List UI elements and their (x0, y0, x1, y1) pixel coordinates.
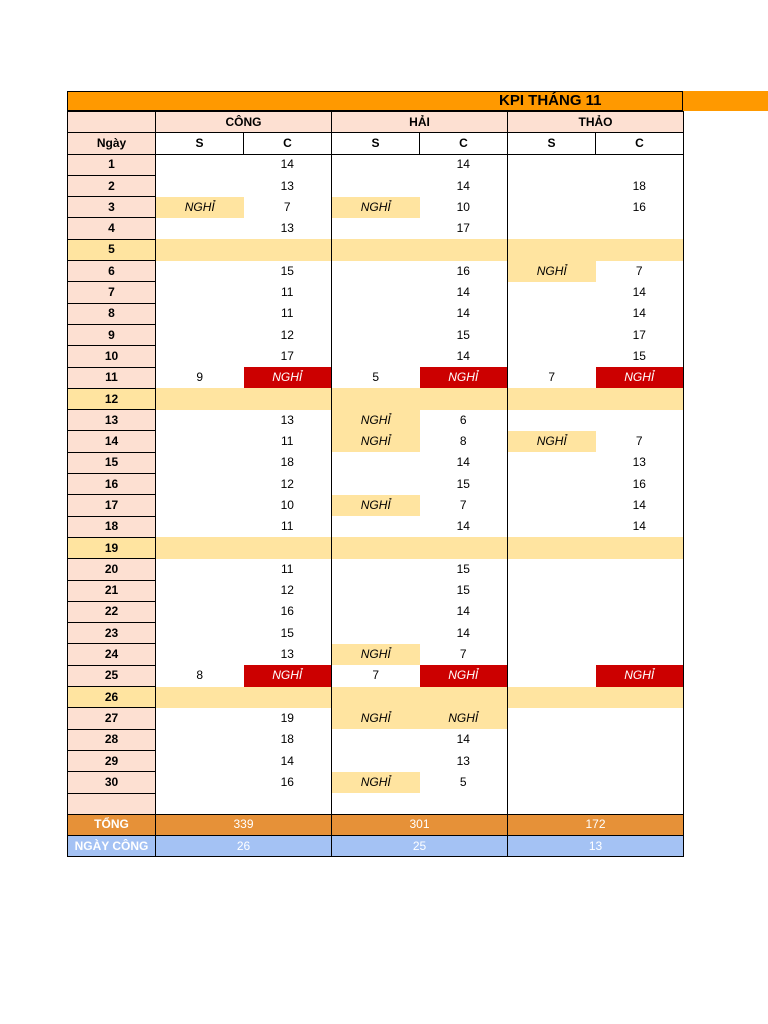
shift-c-cell: 17 (420, 218, 508, 239)
shift-s-cell (156, 601, 244, 622)
person-header-cong: CÔNG (156, 112, 332, 133)
table-row (68, 750, 684, 771)
shift-s-cell (332, 282, 420, 303)
shift-s-cell (332, 175, 420, 196)
shift-s-cell (332, 154, 420, 175)
shift-c-cell: NGHỈ (420, 367, 508, 388)
shift-s-cell (332, 452, 420, 473)
shift-c-cell: 14 (420, 154, 508, 175)
shift-s-cell (156, 282, 244, 303)
shift-c-cell: 16 (420, 261, 508, 282)
shift-s-cell (332, 793, 420, 814)
shift-s-cell: 9 (156, 367, 244, 388)
kpi-table (67, 111, 684, 857)
table-row (68, 261, 684, 282)
shift-c-cell: 7 (244, 197, 332, 218)
shift-c-cell: 14 (420, 729, 508, 750)
shift-s-cell: NGHỈ (332, 644, 420, 665)
shift-header-c: C (420, 133, 508, 154)
table-row (68, 175, 684, 196)
shift-s-cell: NGHỈ (332, 708, 420, 729)
shift-s-cell (332, 559, 420, 580)
shift-c-cell: 16 (596, 474, 684, 495)
shift-s-cell (508, 324, 596, 345)
shift-s-cell (508, 303, 596, 324)
table-row (68, 687, 684, 708)
shift-c-cell: 11 (244, 516, 332, 537)
shift-s-cell (156, 750, 244, 771)
shift-c-cell (420, 239, 508, 260)
shift-c-cell: 14 (420, 601, 508, 622)
shift-c-cell: 12 (244, 324, 332, 345)
table-row (68, 367, 684, 388)
table-row (68, 410, 684, 431)
day-cell: 13 (68, 410, 156, 431)
shift-s-cell (156, 772, 244, 793)
shift-s-cell (156, 559, 244, 580)
shift-s-cell (156, 388, 244, 409)
shift-c-cell: 10 (244, 495, 332, 516)
day-cell: 2 (68, 175, 156, 196)
day-cell: 9 (68, 324, 156, 345)
shift-c-cell (596, 708, 684, 729)
shift-c-cell: 15 (420, 324, 508, 345)
shift-c-cell (596, 750, 684, 771)
table-row (68, 388, 684, 409)
shift-s-cell (508, 644, 596, 665)
title-bar-extension (683, 91, 768, 111)
shift-s-cell: NGHỈ (332, 410, 420, 431)
day-cell: 18 (68, 516, 156, 537)
day-cell: 10 (68, 346, 156, 367)
shift-c-cell (596, 644, 684, 665)
day-cell: 30 (68, 772, 156, 793)
workdays-row-label: NGÀY CÔNG (68, 836, 156, 857)
workdays-row (68, 836, 684, 857)
shift-s-cell (508, 495, 596, 516)
table-row (68, 665, 684, 686)
table-row (68, 282, 684, 303)
day-cell: 23 (68, 623, 156, 644)
day-cell: 6 (68, 261, 156, 282)
day-cell: 28 (68, 729, 156, 750)
table-row (68, 772, 684, 793)
day-cell (68, 793, 156, 814)
day-cell: 5 (68, 239, 156, 260)
shift-c-cell (420, 793, 508, 814)
shift-s-cell (508, 750, 596, 771)
shift-s-cell (156, 218, 244, 239)
shift-c-cell: 14 (420, 452, 508, 473)
shift-s-cell (156, 644, 244, 665)
shift-c-cell: 14 (420, 303, 508, 324)
shift-c-cell: 19 (244, 708, 332, 729)
shift-c-cell: NGHỈ (244, 367, 332, 388)
shift-c-cell: 14 (420, 346, 508, 367)
shift-s-cell (332, 261, 420, 282)
shift-s-cell: NGHỈ (332, 431, 420, 452)
shift-s-cell (508, 175, 596, 196)
shift-s-cell (156, 537, 244, 558)
shift-header-row (68, 133, 684, 154)
shift-c-cell (596, 559, 684, 580)
day-cell: 17 (68, 495, 156, 516)
shift-c-cell (596, 239, 684, 260)
shift-s-cell (508, 452, 596, 473)
day-cell: 19 (68, 537, 156, 558)
shift-s-cell (156, 324, 244, 345)
shift-s-cell (508, 197, 596, 218)
shift-c-cell: 14 (596, 516, 684, 537)
shift-c-cell (244, 537, 332, 558)
shift-c-cell: 7 (420, 644, 508, 665)
total-row-value: 339 (156, 814, 332, 835)
shift-s-cell: 7 (332, 665, 420, 686)
shift-c-cell (596, 623, 684, 644)
table-row (68, 516, 684, 537)
day-cell: 24 (68, 644, 156, 665)
shift-s-cell (508, 537, 596, 558)
shift-c-cell: 7 (420, 495, 508, 516)
shift-s-cell (508, 346, 596, 367)
shift-c-cell (596, 218, 684, 239)
shift-s-cell (156, 793, 244, 814)
table-row (68, 580, 684, 601)
shift-c-cell: 18 (244, 452, 332, 473)
table-row (68, 452, 684, 473)
shift-c-cell: NGHỈ (596, 665, 684, 686)
shift-c-cell (596, 793, 684, 814)
shift-s-cell (156, 623, 244, 644)
shift-s-cell (156, 410, 244, 431)
shift-c-cell: 13 (596, 452, 684, 473)
shift-c-cell: NGHỈ (420, 708, 508, 729)
shift-c-cell: 13 (244, 410, 332, 431)
day-cell: 12 (68, 388, 156, 409)
total-row-value: 172 (508, 814, 684, 835)
title-bar (67, 91, 768, 111)
shift-header-s: S (156, 133, 244, 154)
shift-s-cell (508, 601, 596, 622)
shift-s-cell (332, 239, 420, 260)
shift-c-cell (596, 410, 684, 431)
shift-s-cell (332, 687, 420, 708)
table-row (68, 346, 684, 367)
person-header-hai: HẢI (332, 112, 508, 133)
shift-c-cell (244, 388, 332, 409)
shift-c-cell (596, 388, 684, 409)
shift-c-cell (596, 687, 684, 708)
table-row (68, 324, 684, 345)
shift-c-cell: NGHỈ (420, 665, 508, 686)
shift-s-cell (156, 708, 244, 729)
shift-s-cell (508, 793, 596, 814)
shift-s-cell (508, 474, 596, 495)
table-row (68, 474, 684, 495)
table-row (68, 623, 684, 644)
day-cell: 1 (68, 154, 156, 175)
shift-s-cell (508, 687, 596, 708)
shift-s-cell (332, 580, 420, 601)
day-cell: 3 (68, 197, 156, 218)
workdays-row-value: 25 (332, 836, 508, 857)
shift-c-cell (420, 537, 508, 558)
shift-c-cell: 14 (420, 175, 508, 196)
sheet-title: KPI THÁNG 11 (499, 92, 602, 109)
shift-c-cell: 13 (244, 218, 332, 239)
shift-c-cell: 15 (420, 474, 508, 495)
shift-c-cell: 13 (244, 644, 332, 665)
shift-s-cell: 7 (508, 367, 596, 388)
shift-s-cell (332, 474, 420, 495)
shift-c-cell: 11 (244, 431, 332, 452)
shift-c-cell (596, 601, 684, 622)
day-cell: 29 (68, 750, 156, 771)
day-cell: 8 (68, 303, 156, 324)
shift-s-cell (332, 218, 420, 239)
shift-c-cell: 15 (244, 261, 332, 282)
shift-c-cell: 15 (244, 623, 332, 644)
shift-c-cell (420, 388, 508, 409)
table-row (68, 729, 684, 750)
shift-s-cell: 8 (156, 665, 244, 686)
shift-s-cell: NGHỈ (332, 772, 420, 793)
shift-s-cell: NGHỈ (508, 261, 596, 282)
table-row (68, 495, 684, 516)
person-header-thao: THẢO (508, 112, 684, 133)
day-cell: 21 (68, 580, 156, 601)
table-row (68, 154, 684, 175)
shift-s-cell (156, 261, 244, 282)
header-blank (68, 112, 156, 133)
shift-c-cell: 11 (244, 282, 332, 303)
shift-s-cell (156, 431, 244, 452)
shift-s-cell (508, 218, 596, 239)
shift-c-cell: NGHỈ (596, 367, 684, 388)
table-row (68, 197, 684, 218)
day-cell: 16 (68, 474, 156, 495)
shift-s-cell (508, 154, 596, 175)
shift-s-cell (156, 452, 244, 473)
shift-c-cell: 18 (244, 729, 332, 750)
shift-s-cell (156, 175, 244, 196)
shift-c-cell: 13 (244, 175, 332, 196)
shift-c-cell: 11 (244, 303, 332, 324)
shift-s-cell (332, 623, 420, 644)
shift-s-cell (332, 729, 420, 750)
shift-s-cell (156, 346, 244, 367)
shift-s-cell (332, 324, 420, 345)
shift-s-cell (332, 346, 420, 367)
shift-s-cell (508, 580, 596, 601)
shift-c-cell: 14 (244, 750, 332, 771)
shift-c-cell: 5 (420, 772, 508, 793)
table-row (68, 559, 684, 580)
shift-c-cell (244, 687, 332, 708)
shift-c-cell: NGHỈ (244, 665, 332, 686)
shift-s-cell: NGHỈ (332, 495, 420, 516)
shift-s-cell (332, 750, 420, 771)
shift-s-cell (508, 665, 596, 686)
shift-s-cell (156, 580, 244, 601)
shift-c-cell: 18 (596, 175, 684, 196)
shift-s-cell: NGHỈ (332, 197, 420, 218)
shift-s-cell (508, 282, 596, 303)
shift-c-cell (596, 772, 684, 793)
table-row (68, 793, 684, 814)
total-row-label: TỔNG (68, 814, 156, 835)
day-header: Ngày (68, 133, 156, 154)
shift-s-cell (156, 495, 244, 516)
shift-s-cell (156, 516, 244, 537)
shift-c-cell: 15 (420, 580, 508, 601)
day-cell: 15 (68, 452, 156, 473)
shift-s-cell: NGHỈ (156, 197, 244, 218)
shift-c-cell: 16 (596, 197, 684, 218)
shift-header-s: S (508, 133, 596, 154)
shift-c-cell: 15 (420, 559, 508, 580)
shift-s-cell (156, 239, 244, 260)
shift-c-cell: 14 (420, 516, 508, 537)
shift-c-cell (244, 239, 332, 260)
shift-header-s: S (332, 133, 420, 154)
shift-c-cell: 17 (244, 346, 332, 367)
shift-c-cell: 14 (420, 282, 508, 303)
shift-header-c: C (244, 133, 332, 154)
shift-c-cell: 11 (244, 559, 332, 580)
shift-c-cell: 6 (420, 410, 508, 431)
table-row (68, 601, 684, 622)
shift-c-cell (244, 793, 332, 814)
table-row (68, 708, 684, 729)
shift-s-cell (332, 537, 420, 558)
day-cell: 22 (68, 601, 156, 622)
shift-c-cell (596, 154, 684, 175)
table-row (68, 218, 684, 239)
shift-s-cell (332, 601, 420, 622)
day-cell: 4 (68, 218, 156, 239)
shift-s-cell (156, 154, 244, 175)
shift-c-cell (596, 580, 684, 601)
table-row (68, 239, 684, 260)
table-row (68, 303, 684, 324)
shift-c-cell: 12 (244, 580, 332, 601)
shift-c-cell: 12 (244, 474, 332, 495)
shift-s-cell (156, 729, 244, 750)
shift-c-cell: 14 (596, 282, 684, 303)
day-cell: 26 (68, 687, 156, 708)
person-header-row (68, 112, 684, 133)
shift-s-cell (508, 410, 596, 431)
shift-c-cell: 16 (244, 601, 332, 622)
shift-c-cell: 14 (244, 154, 332, 175)
day-cell: 20 (68, 559, 156, 580)
shift-s-cell (332, 388, 420, 409)
shift-c-cell (596, 537, 684, 558)
shift-s-cell (508, 559, 596, 580)
shift-s-cell (508, 239, 596, 260)
total-row-value: 301 (332, 814, 508, 835)
table-row (68, 537, 684, 558)
shift-s-cell (508, 772, 596, 793)
shift-c-cell: 14 (420, 623, 508, 644)
shift-c-cell: 13 (420, 750, 508, 771)
shift-s-cell (508, 708, 596, 729)
shift-s-cell (156, 303, 244, 324)
shift-header-c: C (596, 133, 684, 154)
table-row (68, 431, 684, 452)
shift-s-cell (156, 474, 244, 495)
workdays-row-value: 13 (508, 836, 684, 857)
day-cell: 7 (68, 282, 156, 303)
shift-s-cell: 5 (332, 367, 420, 388)
shift-c-cell: 14 (596, 303, 684, 324)
shift-s-cell (508, 388, 596, 409)
shift-s-cell (332, 516, 420, 537)
shift-s-cell (156, 687, 244, 708)
table-row (68, 644, 684, 665)
shift-c-cell: 8 (420, 431, 508, 452)
shift-s-cell (508, 623, 596, 644)
shift-s-cell (508, 516, 596, 537)
day-cell: 27 (68, 708, 156, 729)
shift-c-cell (596, 729, 684, 750)
shift-c-cell: 10 (420, 197, 508, 218)
day-cell: 14 (68, 431, 156, 452)
shift-s-cell (332, 303, 420, 324)
shift-c-cell: 7 (596, 261, 684, 282)
shift-c-cell (420, 687, 508, 708)
shift-c-cell: 14 (596, 495, 684, 516)
workdays-row-value: 26 (156, 836, 332, 857)
shift-c-cell: 17 (596, 324, 684, 345)
total-row (68, 814, 684, 835)
shift-s-cell: NGHỈ (508, 431, 596, 452)
day-cell: 11 (68, 367, 156, 388)
shift-c-cell: 15 (596, 346, 684, 367)
shift-c-cell: 16 (244, 772, 332, 793)
day-cell: 25 (68, 665, 156, 686)
shift-c-cell: 7 (596, 431, 684, 452)
shift-s-cell (508, 729, 596, 750)
